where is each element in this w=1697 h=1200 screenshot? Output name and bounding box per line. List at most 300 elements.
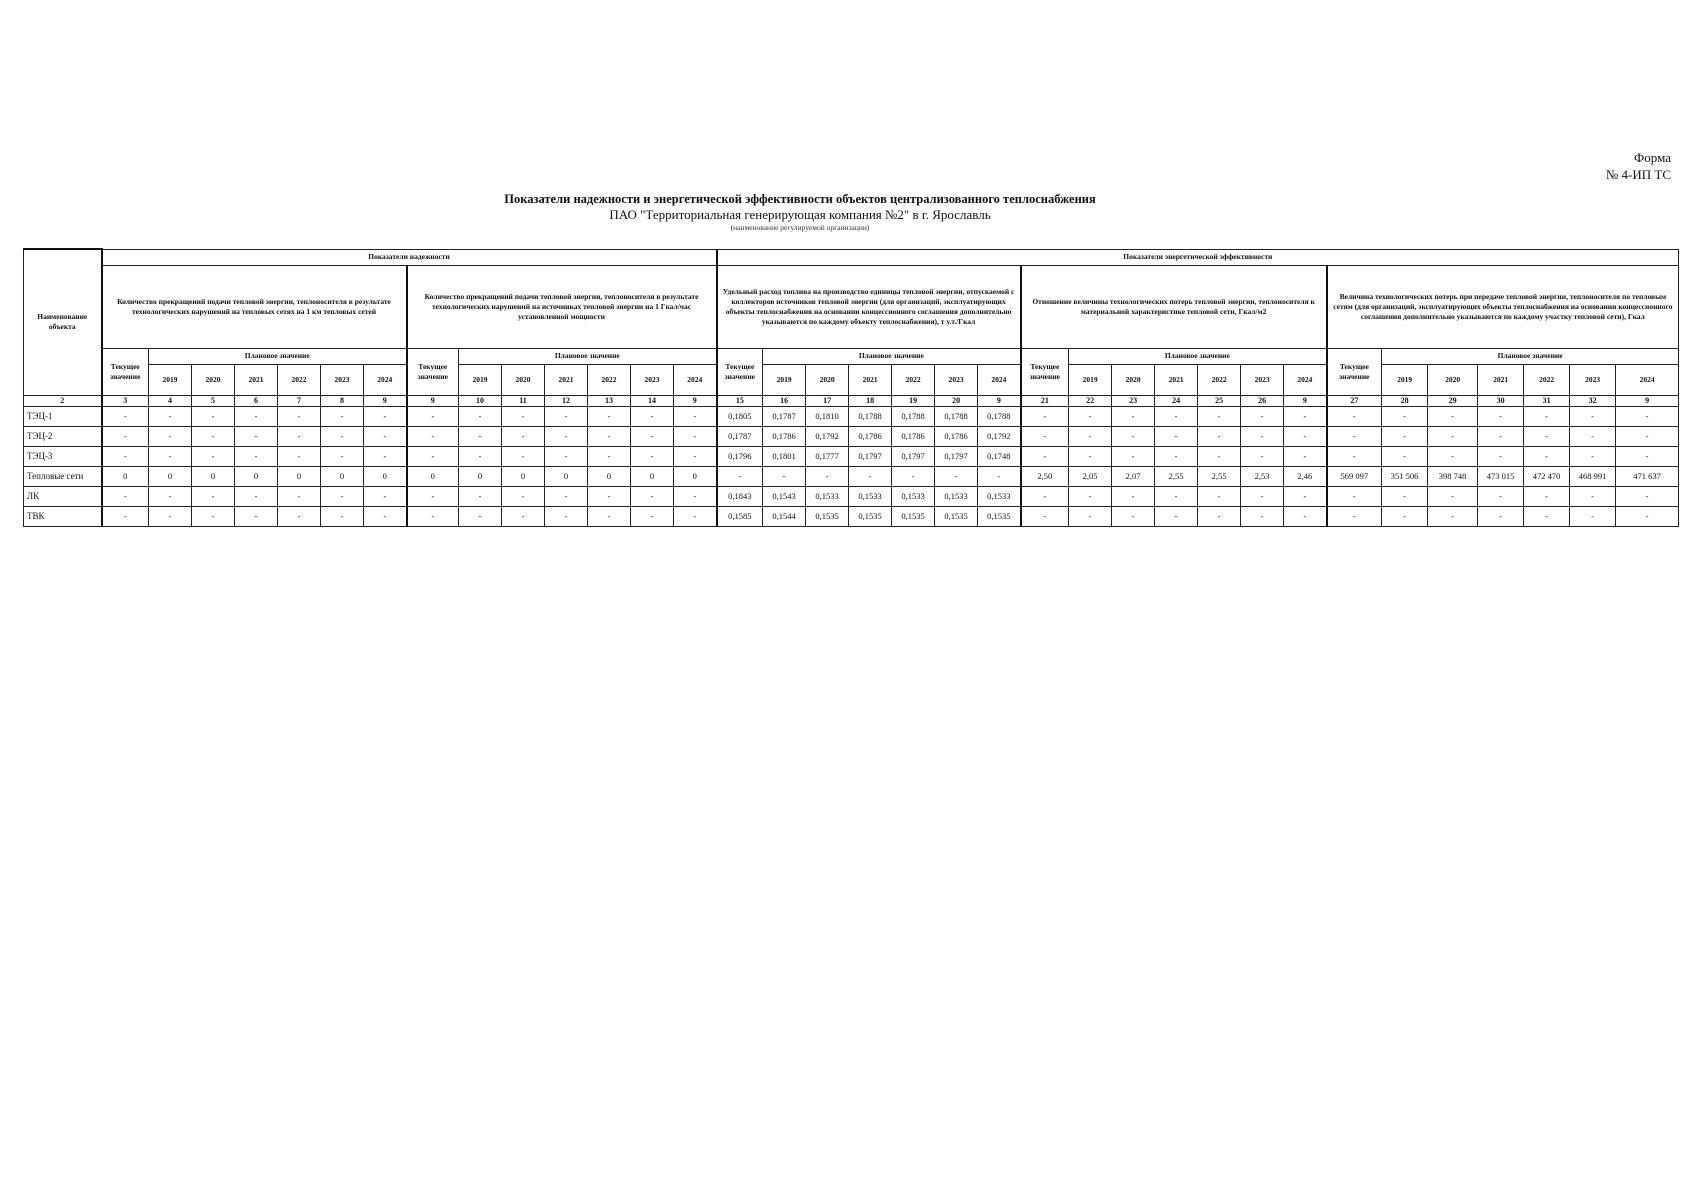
value-cell: - bbox=[1284, 446, 1327, 466]
group-efficiency-header: Показатели энергетической эффективности bbox=[717, 249, 1679, 265]
value-cell: - bbox=[1524, 446, 1570, 466]
value-cell: 0,1786 bbox=[763, 426, 806, 446]
value-cell: 0 bbox=[149, 466, 192, 486]
year-header: 2021 bbox=[849, 364, 892, 395]
value-cell: - bbox=[1478, 426, 1524, 446]
value-cell: - bbox=[1327, 406, 1382, 426]
column-number-cell: 14 bbox=[631, 395, 674, 406]
value-cell: - bbox=[407, 446, 459, 466]
value-cell: 0,1787 bbox=[763, 406, 806, 426]
column-number-cell: 25 bbox=[1198, 395, 1241, 406]
indicator-header-2: Количество прекращений подачи тепловой энергии, теплоносителя в результате технологических нарушений на источниках тепловой энергии на 1 Гкал/час установленной мощности bbox=[407, 265, 717, 348]
column-number-cell: 27 bbox=[1327, 395, 1382, 406]
value-cell: - bbox=[321, 506, 364, 526]
value-cell: - bbox=[1524, 406, 1570, 426]
value-cell: - bbox=[321, 406, 364, 426]
report-table bbox=[23, 248, 1679, 527]
year-header: 2019 bbox=[149, 364, 192, 395]
year-header: 2023 bbox=[1570, 364, 1616, 395]
value-cell: - bbox=[1241, 506, 1284, 526]
value-cell: - bbox=[1241, 406, 1284, 426]
value-cell: 0,1585 bbox=[717, 506, 763, 526]
value-cell: - bbox=[1327, 486, 1382, 506]
value-cell: - bbox=[1570, 486, 1616, 506]
value-cell: 0,1787 bbox=[717, 426, 763, 446]
value-cell: - bbox=[278, 426, 321, 446]
plan-value-header: Плановое значение bbox=[459, 348, 717, 364]
value-cell: - bbox=[1112, 406, 1155, 426]
value-cell: - bbox=[1155, 406, 1198, 426]
value-cell: - bbox=[1524, 426, 1570, 446]
object-name-cell: Тепловые сети bbox=[24, 466, 102, 486]
table-row bbox=[24, 506, 1679, 526]
year-header: 2020 bbox=[502, 364, 545, 395]
value-cell: - bbox=[1616, 446, 1679, 466]
value-cell: - bbox=[102, 446, 149, 466]
value-cell: - bbox=[1478, 406, 1524, 426]
value-cell: - bbox=[102, 506, 149, 526]
year-header: 2020 bbox=[1428, 364, 1478, 395]
table-row bbox=[24, 486, 1679, 506]
value-cell: - bbox=[1284, 406, 1327, 426]
value-cell: - bbox=[235, 446, 278, 466]
column-numbers-row bbox=[24, 395, 1679, 406]
year-header: 2024 bbox=[978, 364, 1021, 395]
value-cell: - bbox=[459, 426, 502, 446]
value-cell: 2,07 bbox=[1112, 466, 1155, 486]
value-cell: - bbox=[1382, 486, 1428, 506]
value-cell: 0,1535 bbox=[806, 506, 849, 526]
value-cell: 2,05 bbox=[1069, 466, 1112, 486]
year-header: 2020 bbox=[1112, 364, 1155, 395]
value-cell: - bbox=[364, 506, 407, 526]
value-cell: - bbox=[1327, 426, 1382, 446]
column-number-cell: 8 bbox=[321, 395, 364, 406]
year-header: 2022 bbox=[1198, 364, 1241, 395]
value-cell: - bbox=[149, 446, 192, 466]
year-header: 2023 bbox=[631, 364, 674, 395]
form-label-line2: № 4-ИП ТС bbox=[1605, 167, 1671, 182]
value-cell: - bbox=[1428, 506, 1478, 526]
indicator-header-3: Удельный расход топлива на производство единицы тепловой энергии, отпускаемой с коллекторов источников тепловой энергии (для организаций, эксплуатирующих объекты теплоснабжения на основании концессионного соглашения дополнительно указываются по каждому объекту теплоснабжения), т у.т./Гкал bbox=[717, 265, 1021, 348]
report-titles bbox=[0, 191, 1600, 233]
value-cell: - bbox=[1382, 406, 1428, 426]
value-cell: 0,1748 bbox=[978, 446, 1021, 466]
value-cell: 2,50 bbox=[1021, 466, 1069, 486]
value-cell: - bbox=[459, 406, 502, 426]
value-cell: 0,1535 bbox=[892, 506, 935, 526]
value-cell: - bbox=[364, 426, 407, 446]
value-cell: - bbox=[849, 466, 892, 486]
value-cell: 0 bbox=[631, 466, 674, 486]
value-cell: 0,1533 bbox=[849, 486, 892, 506]
value-cell: - bbox=[588, 506, 631, 526]
value-cell: - bbox=[1155, 426, 1198, 446]
year-header: 2022 bbox=[278, 364, 321, 395]
value-cell: - bbox=[502, 446, 545, 466]
value-cell: - bbox=[978, 466, 1021, 486]
value-cell: 0 bbox=[278, 466, 321, 486]
value-cell: - bbox=[364, 406, 407, 426]
value-cell: - bbox=[1155, 506, 1198, 526]
column-number-cell: 28 bbox=[1382, 395, 1428, 406]
value-cell: - bbox=[1570, 446, 1616, 466]
value-cell: - bbox=[502, 506, 545, 526]
value-cell: - bbox=[1241, 486, 1284, 506]
value-cell: - bbox=[1284, 486, 1327, 506]
header-row-indicators bbox=[24, 265, 1679, 348]
table-row bbox=[24, 466, 1679, 486]
value-cell: 0 bbox=[407, 466, 459, 486]
value-cell: 0,1788 bbox=[978, 406, 1021, 426]
value-cell: - bbox=[588, 426, 631, 446]
column-number-cell: 16 bbox=[763, 395, 806, 406]
value-cell: - bbox=[502, 486, 545, 506]
value-cell: - bbox=[1616, 506, 1679, 526]
value-cell: 0,1535 bbox=[978, 506, 1021, 526]
value-cell: - bbox=[1021, 446, 1069, 466]
value-cell: - bbox=[1524, 506, 1570, 526]
year-header: 2019 bbox=[459, 364, 502, 395]
column-number-cell: 6 bbox=[235, 395, 278, 406]
value-cell: 0,1792 bbox=[978, 426, 1021, 446]
value-cell: - bbox=[631, 506, 674, 526]
value-cell: 0,1788 bbox=[892, 406, 935, 426]
column-number-cell: 11 bbox=[502, 395, 545, 406]
value-cell: - bbox=[1069, 446, 1112, 466]
value-cell: - bbox=[1478, 446, 1524, 466]
value-cell: 0 bbox=[321, 466, 364, 486]
value-cell: - bbox=[192, 446, 235, 466]
table-row bbox=[24, 406, 1679, 426]
value-cell: - bbox=[459, 446, 502, 466]
value-cell: - bbox=[1021, 486, 1069, 506]
value-cell: 0,1533 bbox=[892, 486, 935, 506]
column-number-cell: 9 bbox=[1616, 395, 1679, 406]
value-cell: - bbox=[1382, 506, 1428, 526]
year-header: 2019 bbox=[1382, 364, 1428, 395]
value-cell: - bbox=[321, 486, 364, 506]
value-cell: - bbox=[1284, 506, 1327, 526]
value-cell: - bbox=[502, 426, 545, 446]
form-label bbox=[1606, 149, 1671, 183]
object-name-cell: ТВК bbox=[24, 506, 102, 526]
value-cell: - bbox=[1327, 446, 1382, 466]
value-cell: - bbox=[674, 506, 717, 526]
value-cell: - bbox=[1069, 506, 1112, 526]
value-cell: 0,1843 bbox=[717, 486, 763, 506]
form-label-line1: Форма bbox=[1634, 150, 1671, 165]
value-cell: - bbox=[1112, 446, 1155, 466]
value-cell: - bbox=[1570, 426, 1616, 446]
value-cell: - bbox=[1428, 406, 1478, 426]
value-cell: 0,1788 bbox=[849, 406, 892, 426]
value-cell: - bbox=[1155, 446, 1198, 466]
year-header: 2023 bbox=[321, 364, 364, 395]
value-cell: 0,1797 bbox=[892, 446, 935, 466]
value-cell: - bbox=[407, 426, 459, 446]
value-cell: 472 470 bbox=[1524, 466, 1570, 486]
value-cell: - bbox=[674, 426, 717, 446]
year-header: 2022 bbox=[892, 364, 935, 395]
year-header: 2020 bbox=[806, 364, 849, 395]
column-number-cell: 18 bbox=[849, 395, 892, 406]
value-cell: - bbox=[364, 486, 407, 506]
current-value-header: Текущее значение bbox=[717, 348, 763, 395]
year-header: 2019 bbox=[1069, 364, 1112, 395]
indicator-header-5: Величина технологических потерь при передаче тепловой энергии, теплоносителя по тепловым сетям (для организаций, эксплуатирующих объекты теплоснабжения на основании концессионного соглашения дополнительно указываются по каждому участку тепловой сети), Гкал bbox=[1327, 265, 1679, 348]
value-cell: - bbox=[1198, 426, 1241, 446]
value-cell: - bbox=[674, 446, 717, 466]
value-cell: 0,1796 bbox=[717, 446, 763, 466]
value-cell: 0 bbox=[674, 466, 717, 486]
value-cell: 0,1797 bbox=[849, 446, 892, 466]
value-cell: - bbox=[407, 406, 459, 426]
column-number-cell: 2 bbox=[24, 395, 102, 406]
year-header: 2024 bbox=[1284, 364, 1327, 395]
column-number-cell: 21 bbox=[1021, 395, 1069, 406]
column-number-cell: 3 bbox=[102, 395, 149, 406]
report-title: Показатели надежности и энергетической эффективности объектов централизованного теплоснабжения bbox=[504, 192, 1096, 206]
value-cell: 0,1797 bbox=[935, 446, 978, 466]
value-cell: - bbox=[545, 506, 588, 526]
value-cell: - bbox=[631, 426, 674, 446]
value-cell: - bbox=[102, 406, 149, 426]
value-cell: - bbox=[278, 446, 321, 466]
column-number-cell: 26 bbox=[1241, 395, 1284, 406]
value-cell: - bbox=[1428, 426, 1478, 446]
value-cell: 0,1535 bbox=[935, 506, 978, 526]
current-value-header: Текущее значение bbox=[1021, 348, 1069, 395]
value-cell: - bbox=[1198, 506, 1241, 526]
value-cell: 0,1533 bbox=[935, 486, 978, 506]
value-cell: - bbox=[1241, 426, 1284, 446]
value-cell: - bbox=[149, 506, 192, 526]
value-cell: 2,55 bbox=[1198, 466, 1241, 486]
object-name-header: Наименование объекта bbox=[24, 249, 102, 395]
value-cell: - bbox=[1428, 446, 1478, 466]
year-header: 2024 bbox=[674, 364, 717, 395]
object-name-cell: ТЭЦ-2 bbox=[24, 426, 102, 446]
value-cell: - bbox=[1570, 406, 1616, 426]
value-cell: - bbox=[892, 466, 935, 486]
year-header: 2021 bbox=[1155, 364, 1198, 395]
current-value-header: Текущее значение bbox=[1327, 348, 1382, 395]
current-value-header: Текущее значение bbox=[407, 348, 459, 395]
value-cell: - bbox=[1069, 426, 1112, 446]
value-cell: - bbox=[459, 506, 502, 526]
value-cell: - bbox=[321, 446, 364, 466]
value-cell: 2,55 bbox=[1155, 466, 1198, 486]
value-cell: 0,1805 bbox=[717, 406, 763, 426]
value-cell: - bbox=[321, 426, 364, 446]
value-cell: - bbox=[1198, 406, 1241, 426]
value-cell: - bbox=[278, 506, 321, 526]
value-cell: - bbox=[192, 486, 235, 506]
value-cell: - bbox=[407, 486, 459, 506]
column-number-cell: 9 bbox=[978, 395, 1021, 406]
value-cell: - bbox=[1616, 406, 1679, 426]
value-cell: - bbox=[1428, 486, 1478, 506]
value-cell: - bbox=[1478, 506, 1524, 526]
value-cell: - bbox=[1241, 446, 1284, 466]
plan-value-header: Плановое значение bbox=[149, 348, 407, 364]
value-cell: - bbox=[235, 426, 278, 446]
value-cell: - bbox=[935, 466, 978, 486]
column-number-cell: 7 bbox=[278, 395, 321, 406]
value-cell: 0 bbox=[102, 466, 149, 486]
value-cell: 569 097 bbox=[1327, 466, 1382, 486]
column-number-cell: 23 bbox=[1112, 395, 1155, 406]
value-cell: - bbox=[1021, 406, 1069, 426]
value-cell: - bbox=[1155, 486, 1198, 506]
column-number-cell: 9 bbox=[407, 395, 459, 406]
year-header: 2019 bbox=[763, 364, 806, 395]
value-cell: - bbox=[235, 406, 278, 426]
value-cell: - bbox=[235, 486, 278, 506]
year-header: 2023 bbox=[935, 364, 978, 395]
value-cell: - bbox=[1112, 506, 1155, 526]
value-cell: 0,1786 bbox=[849, 426, 892, 446]
value-cell: - bbox=[1198, 486, 1241, 506]
value-cell: - bbox=[1198, 446, 1241, 466]
value-cell: 0,1544 bbox=[763, 506, 806, 526]
value-cell: - bbox=[1069, 406, 1112, 426]
year-header: 2021 bbox=[1478, 364, 1524, 395]
value-cell: 0 bbox=[545, 466, 588, 486]
column-number-cell: 20 bbox=[935, 395, 978, 406]
value-cell: - bbox=[502, 406, 545, 426]
value-cell: 0,1777 bbox=[806, 446, 849, 466]
value-cell: - bbox=[545, 486, 588, 506]
value-cell: - bbox=[545, 426, 588, 446]
value-cell: - bbox=[364, 446, 407, 466]
value-cell: - bbox=[1327, 506, 1382, 526]
value-cell: - bbox=[1616, 426, 1679, 446]
value-cell: 398 748 bbox=[1428, 466, 1478, 486]
value-cell: - bbox=[674, 486, 717, 506]
value-cell: - bbox=[763, 466, 806, 486]
value-cell: 2,53 bbox=[1241, 466, 1284, 486]
value-cell: - bbox=[1570, 506, 1616, 526]
value-cell: - bbox=[278, 486, 321, 506]
plan-value-header: Плановое значение bbox=[763, 348, 1021, 364]
value-cell: 0 bbox=[502, 466, 545, 486]
value-cell: - bbox=[149, 426, 192, 446]
value-cell: - bbox=[235, 506, 278, 526]
value-cell: 471 637 bbox=[1616, 466, 1679, 486]
value-cell: 0,1788 bbox=[935, 406, 978, 426]
header-row-years bbox=[24, 364, 1679, 395]
object-name-cell: ТЭЦ-1 bbox=[24, 406, 102, 426]
value-cell: 0 bbox=[192, 466, 235, 486]
value-cell: 2,46 bbox=[1284, 466, 1327, 486]
column-number-cell: 12 bbox=[545, 395, 588, 406]
value-cell: 0,1535 bbox=[849, 506, 892, 526]
table-row bbox=[24, 426, 1679, 446]
value-cell: - bbox=[806, 466, 849, 486]
value-cell: - bbox=[674, 406, 717, 426]
year-header: 2020 bbox=[192, 364, 235, 395]
year-header: 2022 bbox=[588, 364, 631, 395]
object-name-cell: ЛК bbox=[24, 486, 102, 506]
year-header: 2024 bbox=[1616, 364, 1679, 395]
value-cell: - bbox=[545, 446, 588, 466]
column-number-cell: 32 bbox=[1570, 395, 1616, 406]
value-cell: - bbox=[192, 506, 235, 526]
organization-name: ПАО "Территориальная генерирующая компания №2" в г. Ярославль bbox=[609, 207, 991, 222]
current-value-header: Текущее значение bbox=[102, 348, 149, 395]
value-cell: 0,1786 bbox=[892, 426, 935, 446]
column-number-cell: 19 bbox=[892, 395, 935, 406]
object-name-cell: ТЭЦ-3 bbox=[24, 446, 102, 466]
value-cell: 0,1786 bbox=[935, 426, 978, 446]
value-cell: 0 bbox=[235, 466, 278, 486]
value-cell: - bbox=[588, 486, 631, 506]
value-cell: - bbox=[1112, 486, 1155, 506]
value-cell: 0,1801 bbox=[763, 446, 806, 466]
value-cell: 0 bbox=[588, 466, 631, 486]
value-cell: 0,1533 bbox=[978, 486, 1021, 506]
column-number-cell: 9 bbox=[1284, 395, 1327, 406]
value-cell: - bbox=[545, 406, 588, 426]
column-number-cell: 29 bbox=[1428, 395, 1478, 406]
year-header: 2024 bbox=[364, 364, 407, 395]
indicator-header-1: Количество прекращений подачи тепловой энергии, теплоносителя в результате технологических нарушений на тепловых сетях на 1 км тепловых сетей bbox=[102, 265, 407, 348]
group-reliability-header: Показатели надежности bbox=[102, 249, 717, 265]
value-cell: - bbox=[1021, 426, 1069, 446]
year-header: 2022 bbox=[1524, 364, 1570, 395]
column-number-cell: 15 bbox=[717, 395, 763, 406]
year-header: 2021 bbox=[545, 364, 588, 395]
value-cell: - bbox=[1382, 446, 1428, 466]
organization-note: (наименование регулируемой организации) bbox=[730, 223, 870, 232]
header-row-groups bbox=[24, 249, 1679, 265]
value-cell: - bbox=[588, 406, 631, 426]
value-cell: 468 991 bbox=[1570, 466, 1616, 486]
value-cell: 0,1792 bbox=[806, 426, 849, 446]
column-number-cell: 31 bbox=[1524, 395, 1570, 406]
value-cell: - bbox=[631, 446, 674, 466]
value-cell: - bbox=[192, 426, 235, 446]
column-number-cell: 9 bbox=[674, 395, 717, 406]
value-cell: - bbox=[459, 486, 502, 506]
value-cell: - bbox=[1284, 426, 1327, 446]
year-header: 2023 bbox=[1241, 364, 1284, 395]
value-cell: 0 bbox=[364, 466, 407, 486]
plan-value-header: Плановое значение bbox=[1382, 348, 1679, 364]
value-cell: - bbox=[102, 426, 149, 446]
value-cell: - bbox=[102, 486, 149, 506]
column-number-cell: 10 bbox=[459, 395, 502, 406]
value-cell: 0,1533 bbox=[806, 486, 849, 506]
column-number-cell: 24 bbox=[1155, 395, 1198, 406]
value-cell: - bbox=[588, 446, 631, 466]
value-cell: 0,1810 bbox=[806, 406, 849, 426]
column-number-cell: 30 bbox=[1478, 395, 1524, 406]
column-number-cell: 5 bbox=[192, 395, 235, 406]
value-cell: - bbox=[192, 406, 235, 426]
plan-value-header: Плановое значение bbox=[1069, 348, 1327, 364]
value-cell: - bbox=[1112, 426, 1155, 446]
column-number-cell: 22 bbox=[1069, 395, 1112, 406]
header-row-plan bbox=[24, 348, 1679, 364]
value-cell: - bbox=[631, 486, 674, 506]
value-cell: - bbox=[278, 406, 321, 426]
value-cell: 351 506 bbox=[1382, 466, 1428, 486]
year-header: 2021 bbox=[235, 364, 278, 395]
value-cell: 0 bbox=[459, 466, 502, 486]
